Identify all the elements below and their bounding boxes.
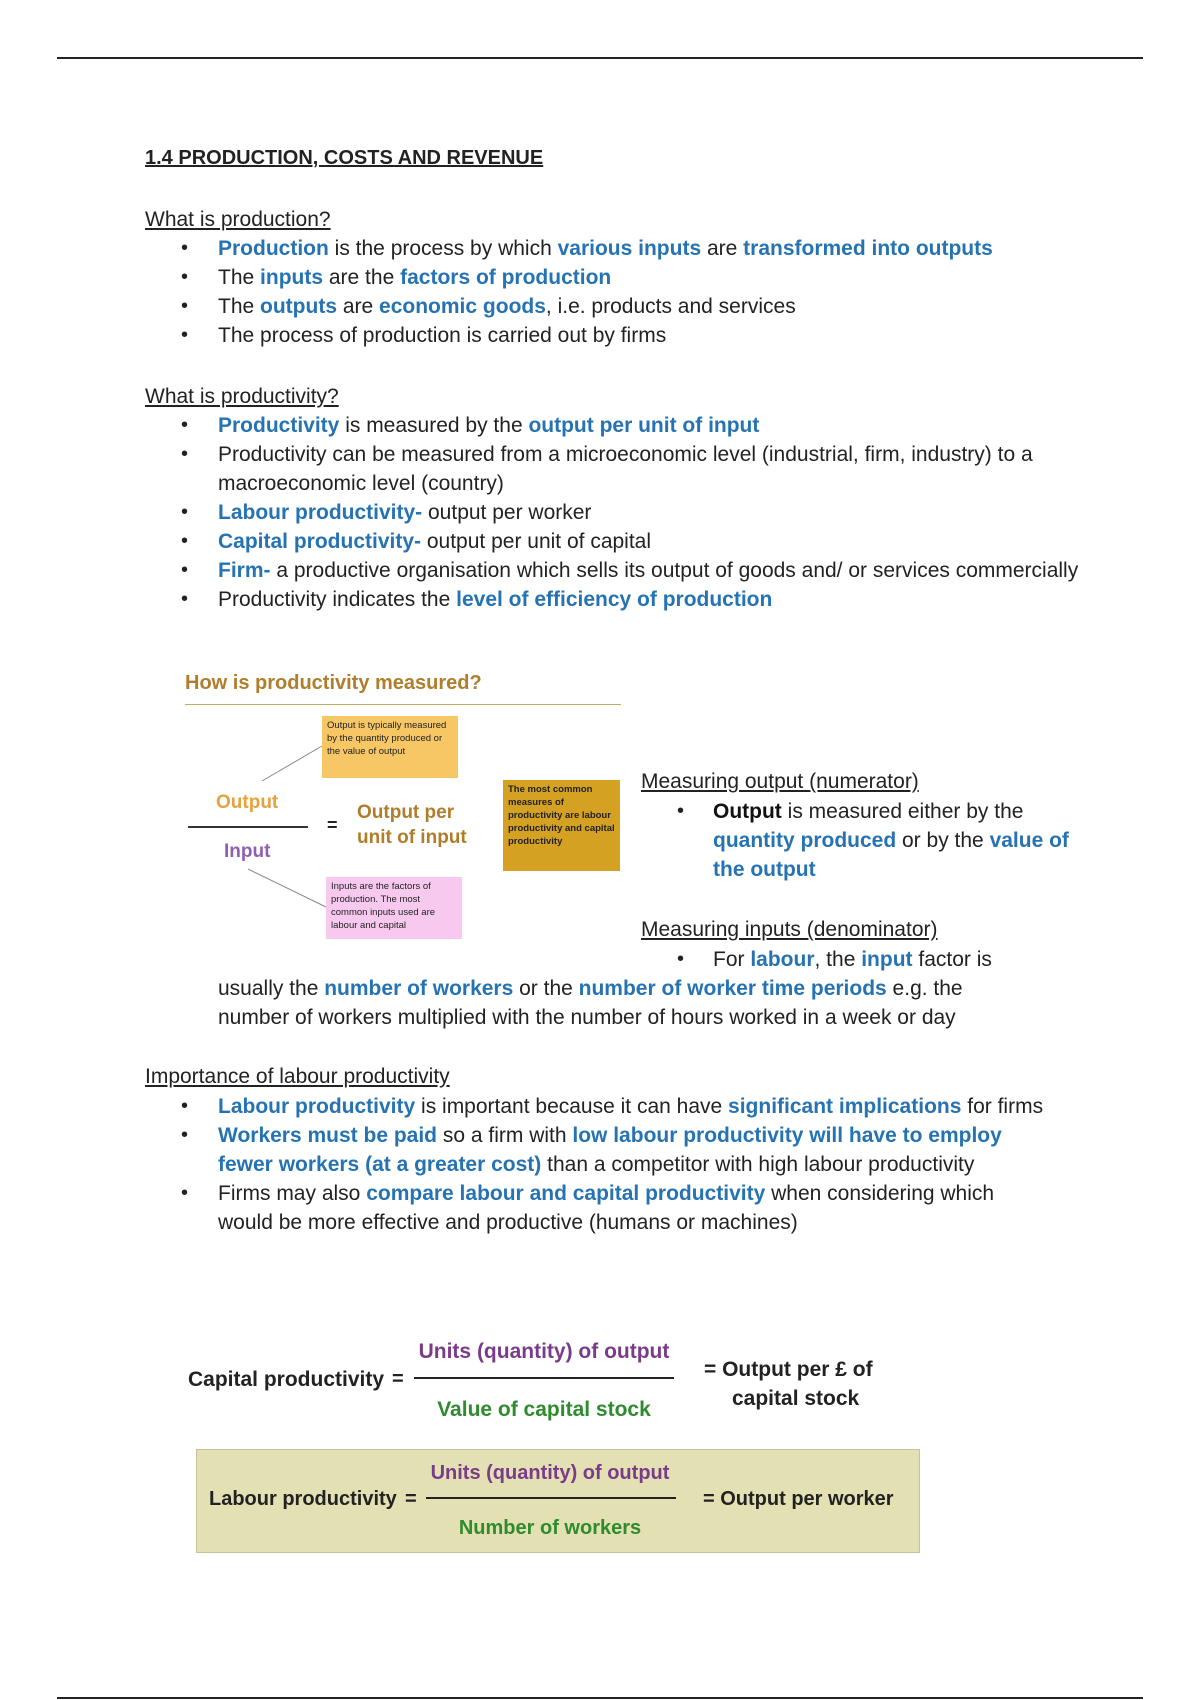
list-item: • Productivity is measured by the output per unit of input bbox=[145, 411, 1080, 440]
measuring-inputs-heading: Measuring inputs (denominator) bbox=[641, 918, 938, 941]
capital-denominator: Value of capital stock bbox=[437, 1398, 651, 1421]
list-item: • Productivity can be measured from a microeconomic level (industrial, firm, industry) to a macroeconomic level (country) bbox=[145, 440, 1080, 498]
list-item: • Firms may also compare labour and capital productivity when considering which would be more effective and productive (humans or machines) bbox=[145, 1179, 1050, 1237]
measuring-inputs-continuation bbox=[218, 974, 1118, 1032]
list-item: • Labour productivity- output per worker bbox=[145, 498, 1080, 527]
note-inputs: Inputs are the factors of production. The most common inputs used are labour and capital bbox=[326, 877, 462, 939]
continuation-line-2: number of workers multiplied with the number of hours worked in a week or day bbox=[218, 1006, 956, 1029]
bottom-rule bbox=[57, 1697, 1143, 1699]
list-item: • Output is measured either by the quantity produced or by the value of the output bbox=[641, 797, 1081, 884]
diagram-heading: How is productivity measured? bbox=[185, 672, 482, 694]
list-item: • Firm- a productive organisation which sells its output of goods and/ or services commercially bbox=[145, 556, 1080, 585]
continuation-line-1: usually the number of workers or the number of worker time periods e.g. the bbox=[218, 977, 963, 1000]
measuring-output-heading: Measuring output (numerator) bbox=[641, 770, 919, 793]
capital-result bbox=[704, 1355, 873, 1413]
input-label: Input bbox=[224, 841, 271, 862]
list-item: • The inputs are the factors of production bbox=[145, 263, 1145, 292]
list-item: • Productivity indicates the level of efficiency of production bbox=[145, 585, 1080, 614]
labour-equals: = bbox=[405, 1488, 417, 1510]
list-item: • Capital productivity- output per unit of capital bbox=[145, 527, 1080, 556]
connector-input bbox=[248, 869, 326, 907]
list-item: • The outputs are economic goods, i.e. products and services bbox=[145, 292, 1145, 321]
list-item: • Workers must be paid so a firm with low labour productivity will have to employ fewer workers (at a greater cost) than a competitor with high labour productivity bbox=[145, 1121, 1050, 1179]
list-item: • Labour productivity is important because it can have significant implications for firms bbox=[145, 1092, 1050, 1121]
page-title: 1.4 PRODUCTION, COSTS AND REVENUE bbox=[145, 147, 544, 169]
diagram-equals: = bbox=[327, 815, 338, 835]
fraction-bar bbox=[188, 826, 308, 828]
output-label: Output bbox=[216, 792, 279, 813]
labour-numerator: Units (quantity) of output bbox=[430, 1462, 670, 1484]
capital-numerator: Units (quantity) of output bbox=[418, 1340, 670, 1363]
note-output-measure: Output is typically measured by the quantity produced or the value of output bbox=[322, 716, 458, 778]
capital-result-line-2: capital stock bbox=[732, 1387, 860, 1410]
capital-fraction-bar bbox=[414, 1377, 674, 1379]
labour-productivity-label: Labour productivity bbox=[209, 1488, 397, 1510]
list-item: • The process of production is carried out by firms bbox=[145, 321, 1145, 350]
note-common-measures: The most common measures of productivity are labour productivity and capital productivity bbox=[503, 780, 620, 871]
importance-heading: Importance of labour productivity bbox=[145, 1065, 450, 1088]
labour-fraction-bar bbox=[426, 1497, 676, 1499]
importance-list bbox=[145, 1092, 1050, 1237]
measuring-output-list bbox=[641, 797, 1081, 884]
production-heading: What is production? bbox=[145, 208, 331, 231]
capital-equals: = bbox=[392, 1368, 404, 1390]
labour-result: = Output per worker bbox=[703, 1488, 894, 1510]
list-item: • For labour, the input factor is bbox=[641, 945, 1081, 974]
list-item: • Production is the process by which various inputs are transformed into outputs bbox=[145, 234, 1145, 263]
output-per-unit-label: Output per unit of input bbox=[357, 802, 467, 848]
measuring-inputs-list bbox=[641, 945, 1081, 974]
capital-productivity-label: Capital productivity bbox=[188, 1368, 385, 1391]
productivity-heading: What is productivity? bbox=[145, 385, 339, 408]
connector-output bbox=[262, 746, 322, 781]
capital-result-line-1: = Output per £ of bbox=[704, 1358, 873, 1381]
labour-denominator: Number of workers bbox=[458, 1517, 642, 1539]
